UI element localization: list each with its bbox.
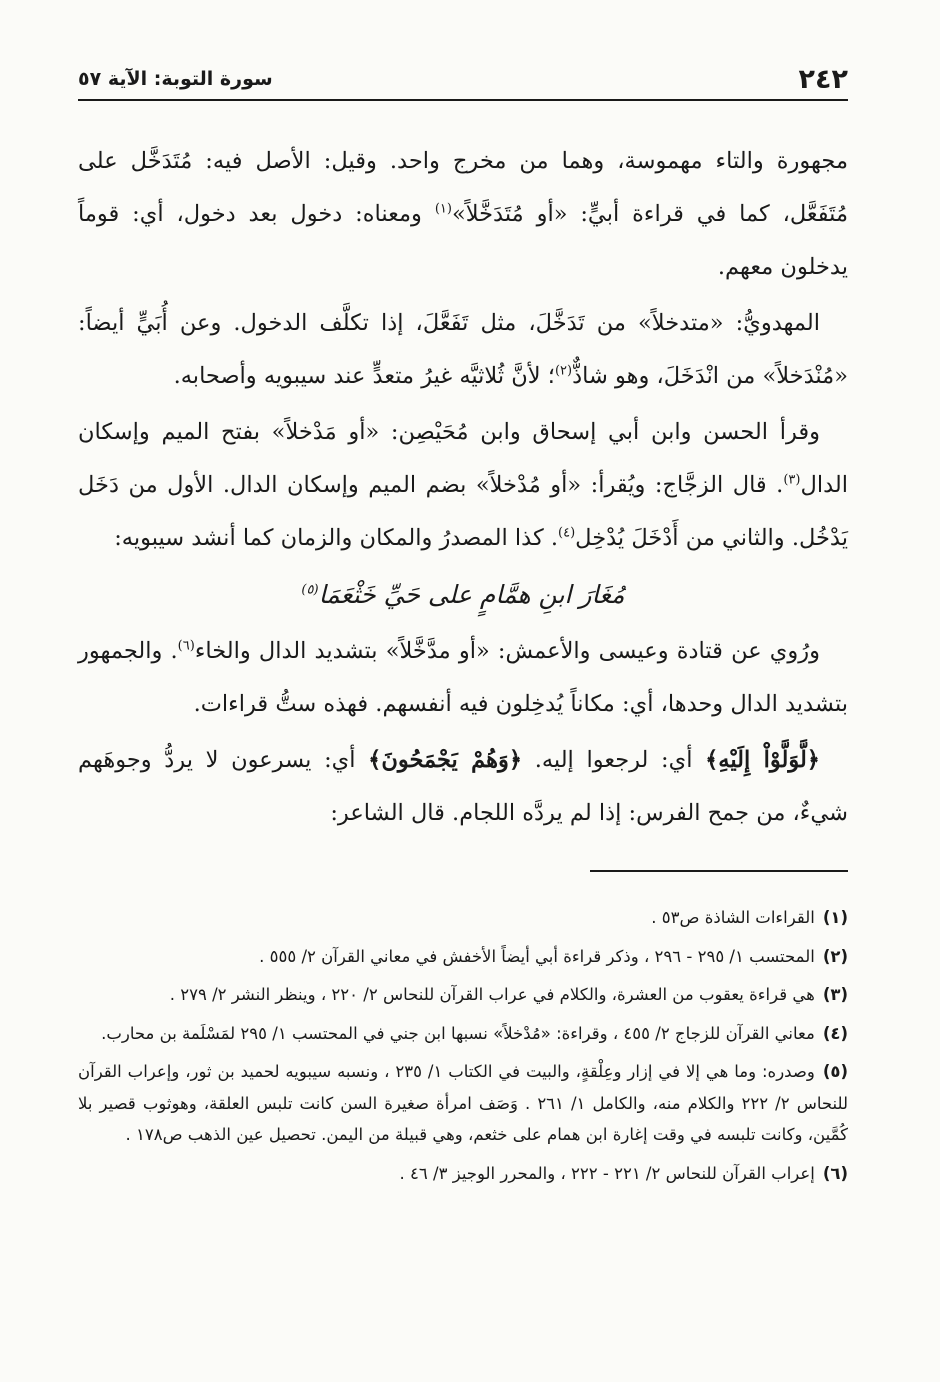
quran-quote: ﴿لَّوَلَّوْاْ إِلَيْهِ﴾ [705, 747, 820, 773]
footnote-text: المحتسب ١/ ٢٩٥ - ٢٩٦ ، وذكر قراءة أبي أيضاً الأخفش في معاني القرآن ٢/ ٥٥٥ . [259, 946, 815, 966]
text-run: مجهورة والتاء مهموسة، وهما من مخرج واحد. وقيل: الأصل فيه: مُتَدَخَّل على مُتَفَعَّل، كما في قراءة أبيٍّ: «أو مُتَدَخَّلاً» [78, 148, 848, 227]
page-header [78, 62, 848, 96]
verse-text: مُغَارَ ابنِ همَّامٍ على حَيِّ خَثْعَمَا [318, 580, 625, 609]
text-run: ؛ لأنَّ ثُلاثيَّه غيرُ متعدٍّ عند سيبويه وأصحابه. [173, 363, 555, 389]
footnote-ref: (٤) [558, 525, 576, 541]
text-run: ورُوي عن قتادة وعيسى والأعمش: «أو مدَّخَّلاً» بتشديد الدال والخاء [194, 638, 820, 664]
running-title: سورة التوبة: الآية ٥٧ [78, 68, 273, 90]
footnote-ref: (٢) [554, 363, 573, 379]
paragraph-4 [78, 625, 848, 731]
footnote-number: (٢) [822, 946, 848, 966]
text-run: أي: يسرعون لا يردُّ وجوهَهم شيءٌ، من جمح الفرس: إذا لم يردَّه اللجام. قال الشاعر: [78, 747, 848, 826]
paragraph-3 [78, 406, 848, 565]
text-run: أي: لرجعوا إليه. [522, 747, 706, 773]
footnotes-rule [590, 870, 848, 872]
footnote [78, 1056, 848, 1151]
footnote-ref: (٣) [783, 472, 801, 488]
paragraph-2 [78, 297, 848, 403]
footnote-ref: (٦) [177, 638, 195, 654]
footnote-text: إعراب القرآن للنحاس ٢/ ٢٢١ - ٢٢٢ ، والمحرر الوجيز ٣/ ٤٦ . [399, 1163, 815, 1183]
footnote-number: (٤) [822, 1023, 848, 1043]
paragraph-1 [78, 135, 848, 294]
text-run: المهدويُّ: «متدخلاً» من تَدَخَّلَ، مثل تَفَعَّلَ، إذا تكلَّف الدخول. وعن أُبَيٍّ أيضاً: «مُنْدَخلاً» من انْدَخَلَ، وهو شاذٌّ [78, 310, 848, 389]
header-rule [78, 99, 848, 101]
footnote [78, 979, 848, 1011]
text-run: ومعناه: دخول بعد دخول، أي: قوماً يدخلون معهم. [78, 201, 848, 280]
footnote-number: (٥) [822, 1062, 848, 1081]
footnote-text: القراءات الشاذة ص٥٣ . [651, 908, 815, 927]
footnote [78, 902, 848, 934]
footnotes [78, 902, 848, 1196]
footnote-text: وصدره: وما هي إلا في إزار وعِلْقةٍ، والبيت في الكتاب ١/ ٢٣٥ ، ونسبه سيبويه لحميد بن ثور، وإعراب القرآن للنحاس ٢/ ٢٢٢ والكلام منه، والكامل ١/ ٢٦١ . وَصَف امرأة صغيرة السن كانت تلبس العلقة، وهوثوب قصير بلا كُمَّين، وكانت تلبسه في وقت إغارة ابن همام على خثعم، وهي قبيلة من اليمن. تحصيل عين الذهب ص١٧٨ . [78, 1062, 848, 1144]
text-run: . والجمهور بتشديد الدال وحدها، أي: مكاناً يُدخِلون فيه أنفسهم. فهذه ستُّ قراءات. [78, 638, 848, 717]
text-run: . كذا المصدرُ والمكان والزمان كما أنشد سيبويه: [114, 525, 559, 551]
footnote-number: (١) [822, 908, 848, 927]
footnote-text: معاني القرآن للزجاج ٢/ ٤٥٥ ، وقراءة: «مُدْخلاً» نسبها ابن جني في المحتسب ١/ ٢٩٥ لمَسْلَمة بن محارب. [101, 1023, 815, 1043]
text-run: وقرأ الحسن وابن أبي إسحاق وابن مُحَيْصِن: «أو مَدْخلاً» بفتح الميم وإسكان الدال [78, 419, 848, 498]
footnote-number: (٣) [822, 985, 848, 1004]
poetry-verse [78, 568, 848, 622]
footnote-text: هي قراءة يعقوب من العشرة، والكلام في عراب القرآن للنحاس ٢/ ٢٢٠ ، وينظر النشر ٢/ ٢٧٩ . [169, 985, 815, 1004]
paragraph-5 [78, 734, 848, 840]
quran-quote: ﴿وَهُمْ يَجْمَحُونَ﴾ [368, 747, 523, 773]
footnote [78, 1018, 848, 1050]
footnote-ref: (١) [434, 201, 452, 217]
footnote-ref: (٥) [301, 582, 319, 598]
page-number: ٢٤٢ [798, 63, 848, 95]
footnote [78, 1158, 848, 1190]
text-run: . قال الزجَّاج: ويُقرأ: «أو مُدْخلاً» بضم الميم وإسكان الدال. الأول من دَخَل يَدْخُل. والثاني من أَدْخَلَ يُدْخِل [78, 472, 848, 551]
footnote-number: (٦) [822, 1163, 848, 1183]
footnote [78, 941, 848, 973]
main-text [78, 135, 848, 843]
